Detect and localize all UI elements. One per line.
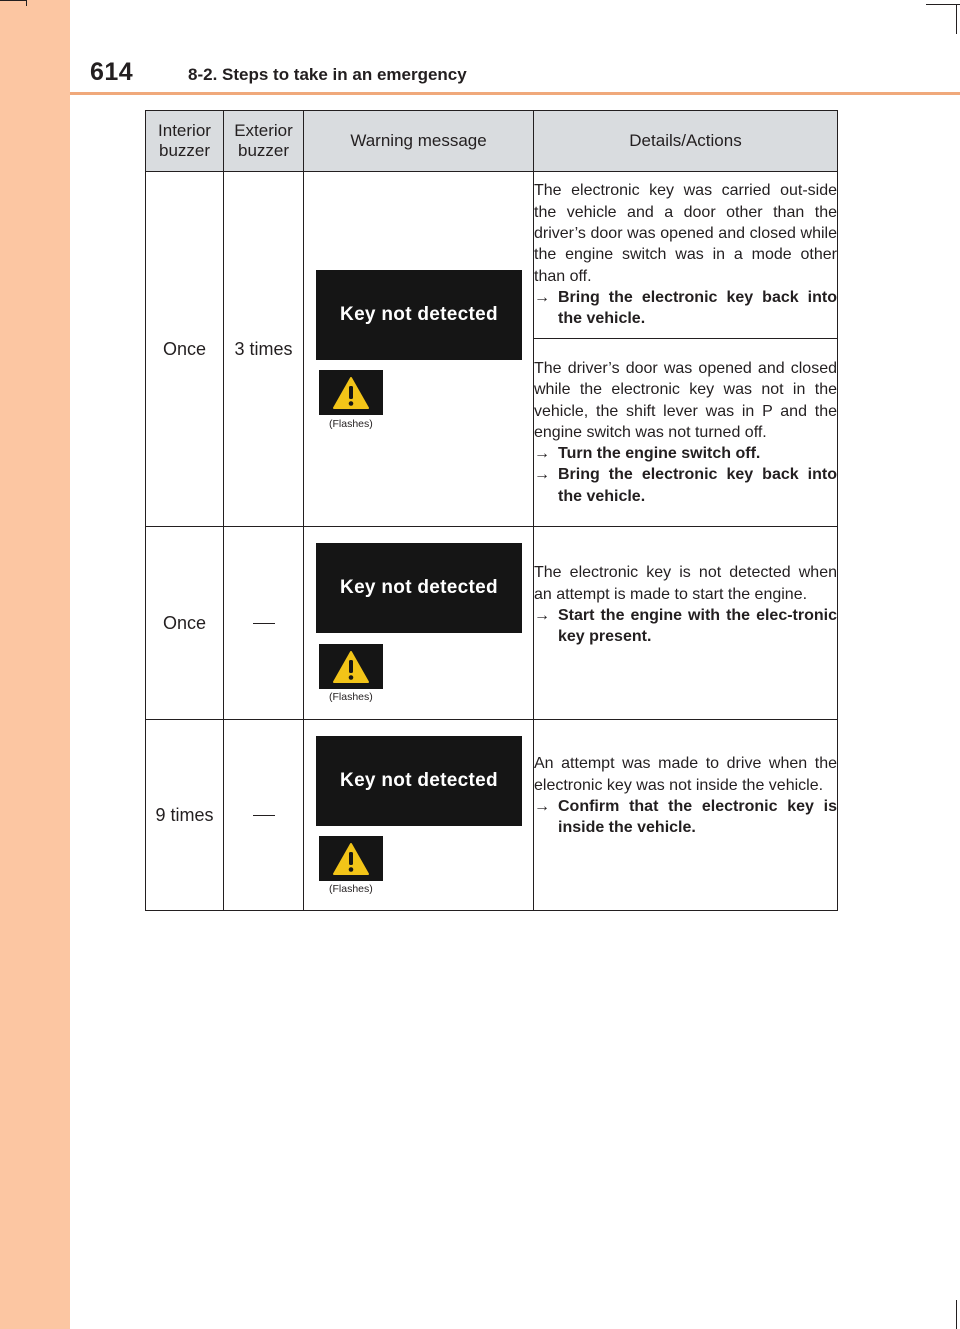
flashes-caption: (Flashes) [329, 691, 373, 703]
exterior-buzzer-cell [224, 527, 304, 720]
page-number: 614 [90, 58, 134, 86]
details-cell [534, 172, 838, 339]
section-title: 8-2. Steps to take in an emergency [188, 65, 467, 84]
screen-text: Key not detected [340, 577, 498, 598]
table-row [146, 172, 838, 339]
warning-triangle-icon [319, 370, 383, 415]
warning-triangle-icon [319, 644, 383, 689]
action-item: → Start the engine with the elec-tronic key present. [534, 607, 837, 646]
table-row [146, 720, 838, 911]
warning-triangle-icon [319, 836, 383, 881]
details-text: An attempt was made to drive when the electronic key was not inside the vehicle. [534, 755, 837, 794]
details-cell [534, 720, 838, 911]
display-screen [316, 736, 522, 826]
interior-buzzer-cell: Once [146, 527, 224, 720]
exterior-buzzer-cell [224, 720, 304, 911]
header-warning-message: Warning message [304, 111, 534, 172]
details-text: The electronic key is not detected when an attempt is made to start the engine. [534, 564, 837, 603]
crop-mark [926, 4, 960, 5]
interior-buzzer-cell: 9 times [146, 720, 224, 911]
action-item: → Confirm that the electronic key is inside the vehicle. [534, 798, 837, 837]
display-screen [316, 270, 522, 360]
none-dash [253, 815, 275, 816]
warning-message-cell [304, 527, 534, 720]
header-exterior-buzzer: Exterior buzzer [224, 111, 304, 172]
none-dash [253, 623, 275, 624]
screen-text: Key not detected [340, 304, 498, 325]
arrow-icon: → [534, 466, 550, 484]
table-header-row [146, 111, 838, 172]
arrow-icon: → [534, 607, 550, 624]
arrow-icon: → [534, 445, 550, 463]
header-details-actions: Details/Actions [534, 111, 838, 172]
screen-text: Key not detected [340, 770, 498, 791]
side-color-band [0, 0, 70, 1329]
flashes-caption: (Flashes) [329, 418, 373, 430]
action-item: → Turn the engine switch off. [534, 443, 837, 464]
crop-mark [0, 0, 26, 1]
interior-buzzer-cell: Once [146, 172, 224, 527]
arrow-icon: → [534, 798, 550, 815]
action-item: → Bring the electronic key back into the vehicle. [534, 288, 837, 328]
details-cell [534, 339, 838, 527]
warning-message-cell [304, 172, 534, 527]
display-screen [316, 543, 522, 633]
details-text: The driver’s door was opened and closed while the electronic key was not in the vehicle, the shift lever was in P and the engine switch was not turned off. [534, 359, 837, 441]
warning-message-cell [304, 720, 534, 911]
crop-mark [26, 0, 27, 6]
flashes-caption: (Flashes) [329, 883, 373, 895]
header-interior-buzzer: Interior buzzer [146, 111, 224, 172]
action-item: → Bring the electronic key back into the vehicle. [534, 466, 837, 505]
details-text: The electronic key was carried out-side the vehicle and a door other than the driver’s door was opened and closed while the engine switch was in a mode other than off. [534, 182, 837, 285]
arrow-icon: → [534, 288, 550, 306]
exterior-buzzer-cell: 3 times [224, 172, 304, 527]
crop-mark [956, 1300, 957, 1329]
header-rule [70, 92, 960, 95]
table-row [146, 527, 838, 720]
warning-table [145, 110, 838, 911]
details-cell [534, 527, 838, 720]
crop-mark [956, 4, 957, 34]
